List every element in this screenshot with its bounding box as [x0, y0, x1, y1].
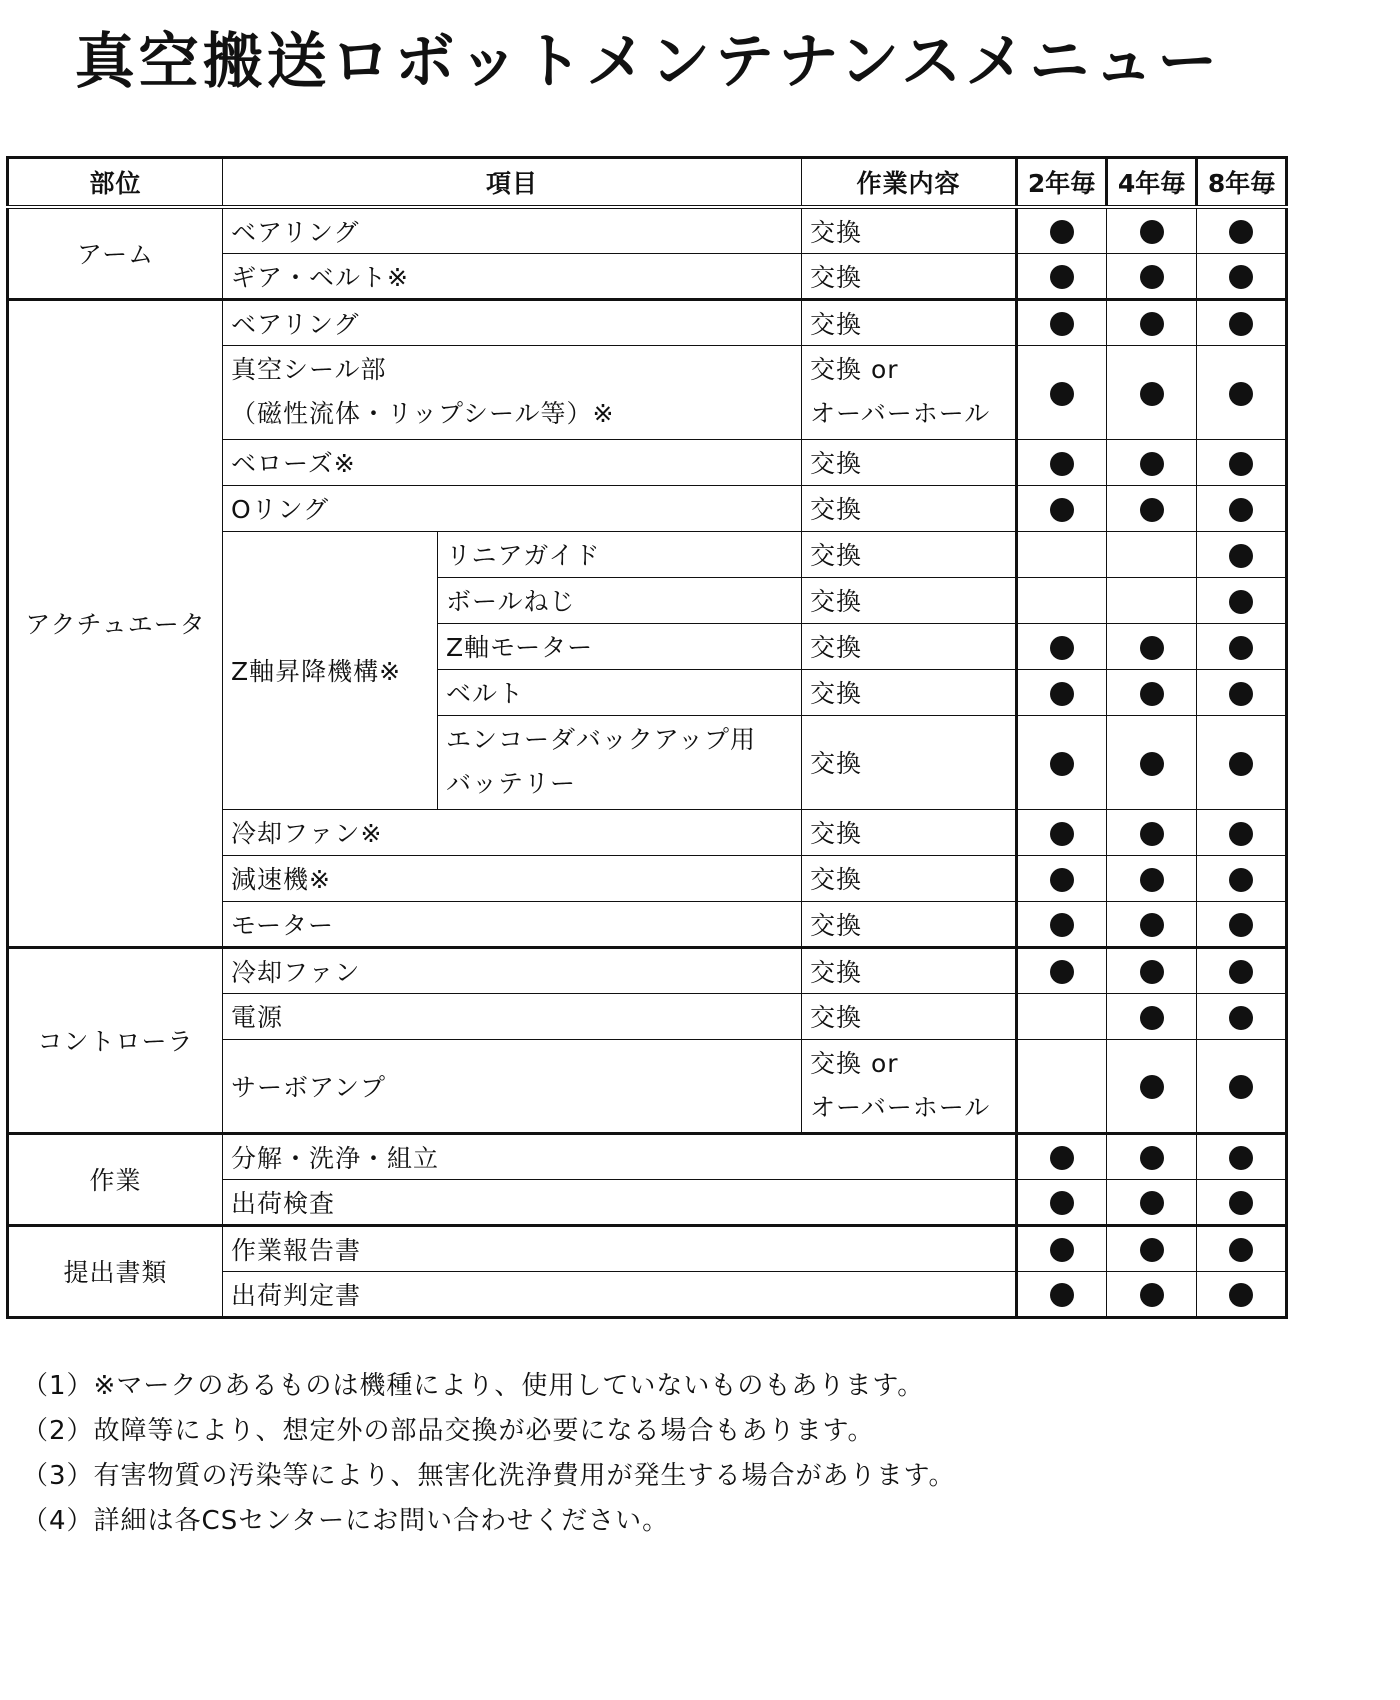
- cell-4-years: [1107, 299, 1197, 345]
- part-cell: コントローラ: [8, 947, 223, 1133]
- table-row: [8, 947, 1287, 993]
- cell-8-years: [1197, 1179, 1287, 1225]
- item-cell: 作業報告書: [223, 1225, 1017, 1271]
- work-cell: 交換: [802, 299, 1017, 345]
- bullet-icon: [1050, 960, 1074, 984]
- cell-2-years: [1017, 855, 1107, 901]
- cell-4-years: [1107, 1039, 1197, 1133]
- cell-2-years: [1017, 901, 1107, 947]
- header-part: 部位: [8, 158, 223, 208]
- work-cell: [802, 345, 1017, 439]
- bullet-icon: [1140, 1146, 1164, 1170]
- work-cell: 交換: [802, 531, 1017, 577]
- work-cell: 交換: [802, 715, 1017, 809]
- work-cell: 交換: [802, 623, 1017, 669]
- work-cell: 交換: [802, 253, 1017, 299]
- table-row: [8, 1225, 1287, 1271]
- cell-4-years: [1107, 855, 1197, 901]
- cell-4-years: [1107, 1133, 1197, 1179]
- cell-8-years: [1197, 253, 1287, 299]
- work-cell: 交換: [802, 855, 1017, 901]
- bullet-icon: [1229, 220, 1253, 244]
- cell-8-years: [1197, 299, 1287, 345]
- cell-2-years: [1017, 809, 1107, 855]
- cell-4-years: [1107, 207, 1197, 253]
- item-cell: 分解・洗浄・組立: [223, 1133, 1017, 1179]
- header-4-years: 4年毎: [1107, 158, 1197, 208]
- part-cell: 作業: [8, 1133, 223, 1225]
- item-cell: 冷却ファン※: [223, 809, 802, 855]
- cell-2-years: [1017, 577, 1107, 623]
- cell-8-years: [1197, 669, 1287, 715]
- bullet-icon: [1229, 1283, 1253, 1307]
- bullet-icon: [1050, 752, 1074, 776]
- bullet-icon: [1140, 682, 1164, 706]
- sub-item-line: エンコーダバックアップ用: [446, 725, 757, 754]
- sub-item-cell: ボールねじ: [438, 577, 802, 623]
- page-title: 真空搬送ロボットメンテナンスメニュー: [74, 27, 1222, 97]
- note-item: （1）※マークのあるものは機種により、使用していないものもあります。: [22, 1371, 925, 1401]
- bullet-icon: [1050, 913, 1074, 937]
- cell-8-years: [1197, 993, 1287, 1039]
- bullet-icon: [1229, 868, 1253, 892]
- work-cell: 交換: [802, 577, 1017, 623]
- bullet-icon: [1050, 382, 1074, 406]
- cell-2-years: [1017, 715, 1107, 809]
- bullet-icon: [1229, 960, 1253, 984]
- cell-2-years: [1017, 253, 1107, 299]
- cell-2-years: [1017, 993, 1107, 1039]
- bullet-icon: [1140, 1075, 1164, 1099]
- item-cell: 出荷検査: [223, 1179, 1017, 1225]
- bullet-icon: [1050, 682, 1074, 706]
- bullet-icon: [1140, 752, 1164, 776]
- bullet-icon: [1050, 220, 1074, 244]
- header-row: [8, 158, 1287, 208]
- sub-item-cell: ベルト: [438, 669, 802, 715]
- cell-8-years: [1197, 1271, 1287, 1317]
- bullet-icon: [1140, 382, 1164, 406]
- cell-8-years: [1197, 901, 1287, 947]
- work-cell: 交換: [802, 669, 1017, 715]
- cell-2-years: [1017, 207, 1107, 253]
- cell-2-years: [1017, 947, 1107, 993]
- item-cell: ギア・ベルト※: [223, 253, 802, 299]
- item-cell: モーター: [223, 901, 802, 947]
- item-line: （磁性流体・リップシール等）※: [231, 399, 615, 428]
- sub-item-cell: [438, 715, 802, 809]
- table-body: [8, 207, 1287, 1317]
- bullet-icon: [1140, 312, 1164, 336]
- bullet-icon: [1229, 752, 1253, 776]
- work-cell: 交換: [802, 947, 1017, 993]
- cell-4-years: [1107, 623, 1197, 669]
- bullet-icon: [1050, 1191, 1074, 1215]
- bullet-icon: [1229, 682, 1253, 706]
- item-cell: Oリング: [223, 485, 802, 531]
- work-line: オーバーホール: [810, 399, 991, 428]
- part-cell: アクチュエータ: [8, 299, 223, 947]
- bullet-icon: [1140, 868, 1164, 892]
- bullet-icon: [1229, 590, 1253, 614]
- cell-4-years: [1107, 439, 1197, 485]
- item-cell: [223, 345, 802, 439]
- bullet-icon: [1050, 452, 1074, 476]
- cell-2-years: [1017, 439, 1107, 485]
- bullet-icon: [1229, 382, 1253, 406]
- cell-4-years: [1107, 715, 1197, 809]
- table-row: [8, 1133, 1287, 1179]
- cell-8-years: [1197, 485, 1287, 531]
- cell-8-years: [1197, 855, 1287, 901]
- cell-8-years: [1197, 1225, 1287, 1271]
- cell-4-years: [1107, 253, 1197, 299]
- cell-4-years: [1107, 1225, 1197, 1271]
- header-8-years: 8年毎: [1197, 158, 1287, 208]
- bullet-icon: [1229, 1075, 1253, 1099]
- cell-8-years: [1197, 531, 1287, 577]
- cell-2-years: [1017, 669, 1107, 715]
- item-cell: ベローズ※: [223, 439, 802, 485]
- maintenance-table: [6, 156, 1288, 1319]
- item-cell: 減速機※: [223, 855, 802, 901]
- item-cell: 出荷判定書: [223, 1271, 1017, 1317]
- cell-8-years: [1197, 1039, 1287, 1133]
- bullet-icon: [1140, 220, 1164, 244]
- sub-item-line: バッテリー: [446, 769, 577, 798]
- header-item: 項目: [223, 158, 802, 208]
- cell-4-years: [1107, 1179, 1197, 1225]
- notes-list: [22, 1364, 955, 1544]
- cell-2-years: [1017, 531, 1107, 577]
- bullet-icon: [1140, 452, 1164, 476]
- bullet-icon: [1140, 822, 1164, 846]
- bullet-icon: [1050, 265, 1074, 289]
- cell-4-years: [1107, 901, 1197, 947]
- work-cell: 交換: [802, 901, 1017, 947]
- bullet-icon: [1050, 1238, 1074, 1262]
- work-cell: 交換: [802, 485, 1017, 531]
- work-line: オーバーホール: [810, 1092, 991, 1122]
- cell-8-years: [1197, 207, 1287, 253]
- note-item: （4）詳細は各CSセンターにお問い合わせください。: [22, 1506, 670, 1536]
- cell-8-years: [1197, 1133, 1287, 1179]
- cell-4-years: [1107, 809, 1197, 855]
- note-item: （2）故障等により、想定外の部品交換が必要になる場合もあります。: [22, 1416, 875, 1446]
- bullet-icon: [1140, 1191, 1164, 1215]
- bullet-icon: [1140, 960, 1164, 984]
- cell-4-years: [1107, 485, 1197, 531]
- part-cell: アーム: [8, 207, 223, 299]
- bullet-icon: [1229, 265, 1253, 289]
- cell-2-years: [1017, 345, 1107, 439]
- cell-2-years: [1017, 1271, 1107, 1317]
- bullet-icon: [1050, 498, 1074, 522]
- cell-2-years: [1017, 299, 1107, 345]
- table-row: [8, 207, 1287, 253]
- cell-4-years: [1107, 345, 1197, 439]
- cell-2-years: [1017, 1179, 1107, 1225]
- bullet-icon: [1050, 868, 1074, 892]
- bullet-icon: [1140, 265, 1164, 289]
- bullet-icon: [1229, 1238, 1253, 1262]
- item-cell: ベアリング: [223, 299, 802, 345]
- bullet-icon: [1050, 636, 1074, 660]
- item-line: 真空シール部: [231, 355, 387, 384]
- note-item: （3）有害物質の汚染等により、無害化洗浄費用が発生する場合があります。: [22, 1461, 956, 1491]
- work-cell: 交換: [802, 809, 1017, 855]
- bullet-icon: [1229, 1191, 1253, 1215]
- bullet-icon: [1050, 1146, 1074, 1170]
- table-row: [8, 299, 1287, 345]
- bullet-icon: [1229, 1006, 1253, 1030]
- bullet-icon: [1140, 1283, 1164, 1307]
- cell-8-years: [1197, 577, 1287, 623]
- bullet-icon: [1229, 636, 1253, 660]
- work-cell: [802, 1039, 1017, 1133]
- cell-8-years: [1197, 623, 1287, 669]
- cell-8-years: [1197, 439, 1287, 485]
- bullet-icon: [1140, 1238, 1164, 1262]
- cell-4-years: [1107, 531, 1197, 577]
- cell-2-years: [1017, 1039, 1107, 1133]
- cell-2-years: [1017, 623, 1107, 669]
- bullet-icon: [1140, 636, 1164, 660]
- work-cell: 交換: [802, 207, 1017, 253]
- cell-4-years: [1107, 993, 1197, 1039]
- sub-item-cell: リニアガイド: [438, 531, 802, 577]
- header-work: 作業内容: [802, 158, 1017, 208]
- work-cell: 交換: [802, 993, 1017, 1039]
- bullet-icon: [1140, 1006, 1164, 1030]
- sub-item-cell: Z軸モーター: [438, 623, 802, 669]
- item-cell: ベアリング: [223, 207, 802, 253]
- cell-4-years: [1107, 947, 1197, 993]
- part-cell: 提出書類: [8, 1225, 223, 1317]
- cell-8-years: [1197, 715, 1287, 809]
- cell-2-years: [1017, 1225, 1107, 1271]
- item-cell: サーボアンプ: [223, 1039, 802, 1133]
- bullet-icon: [1229, 822, 1253, 846]
- cell-4-years: [1107, 577, 1197, 623]
- bullet-icon: [1050, 822, 1074, 846]
- cell-2-years: [1017, 485, 1107, 531]
- bullet-icon: [1050, 1283, 1074, 1307]
- work-line: 交換 or: [810, 355, 899, 384]
- cell-8-years: [1197, 947, 1287, 993]
- bullet-icon: [1140, 498, 1164, 522]
- cell-2-years: [1017, 1133, 1107, 1179]
- cell-8-years: [1197, 809, 1287, 855]
- item-cell: 冷却ファン: [223, 947, 802, 993]
- subgroup-cell: Z軸昇降機構※: [223, 531, 438, 809]
- work-cell: 交換: [802, 439, 1017, 485]
- bullet-icon: [1229, 452, 1253, 476]
- header-2-years: 2年毎: [1017, 158, 1107, 208]
- bullet-icon: [1229, 544, 1253, 568]
- work-line: 交換 or: [810, 1048, 899, 1078]
- bullet-icon: [1229, 1146, 1253, 1170]
- cell-8-years: [1197, 345, 1287, 439]
- bullet-icon: [1229, 312, 1253, 336]
- bullet-icon: [1050, 312, 1074, 336]
- bullet-icon: [1140, 913, 1164, 937]
- cell-4-years: [1107, 669, 1197, 715]
- item-cell: 電源: [223, 993, 802, 1039]
- bullet-icon: [1229, 498, 1253, 522]
- bullet-icon: [1229, 913, 1253, 937]
- cell-4-years: [1107, 1271, 1197, 1317]
